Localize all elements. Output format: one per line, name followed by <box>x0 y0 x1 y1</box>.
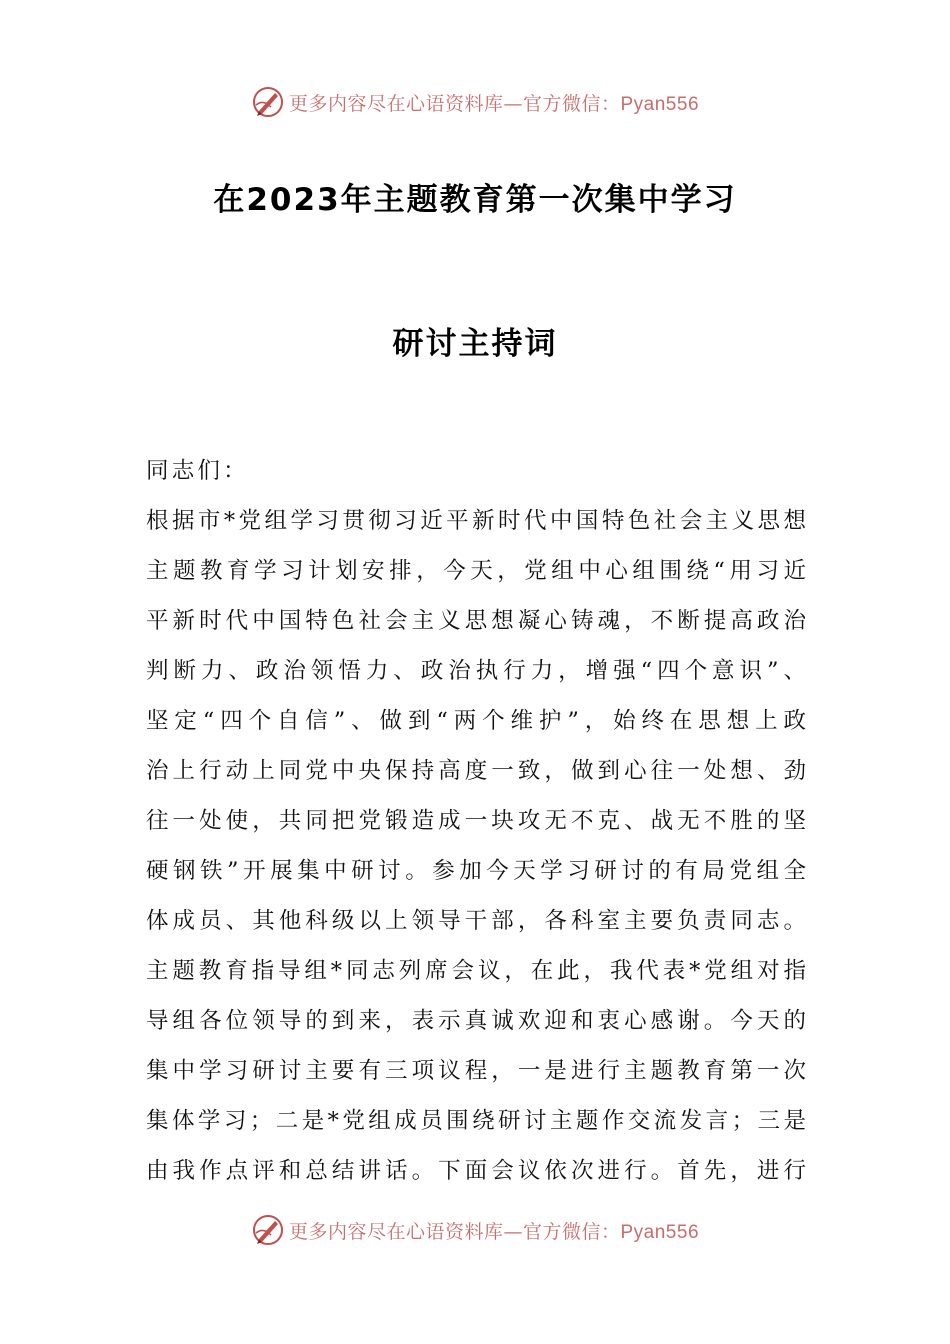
body-line: 主题教育指导组*同志列席会议，在此，我代表*党组对指 <box>146 958 806 984</box>
watermark-text: 更多内容尽在心语资料库—官方微信：Pyan556 <box>288 92 700 115</box>
body-line: 根据市*党组学习贯彻习近平新时代中国特色社会主义思想 <box>146 508 806 534</box>
body-line: 主题教育学习计划安排，今天，党组中心组围绕“用习近 <box>146 558 806 584</box>
body-line: 治上行动上同党中央保持高度一致，做到心往一处想、劲 <box>146 758 806 784</box>
body-line: 集体学习；二是*党组成员围绕研讨主题作交流发言；三是 <box>146 1108 806 1134</box>
header-watermark <box>0 82 950 122</box>
body-line: 硬钢铁”开展集中研讨。参加今天学习研讨的有局党组全 <box>146 858 806 884</box>
body-line: 集中学习研讨主要有三项议程，一是进行主题教育第一次 <box>146 1058 806 1084</box>
salutation: 同志们： <box>146 458 249 484</box>
watermark-text: 更多内容尽在心语资料库—官方微信：Pyan556 <box>288 1220 700 1243</box>
body-line: 平新时代中国特色社会主义思想凝心铸魂，不断提高政治 <box>146 608 806 634</box>
body-line: 往一处使，共同把党锻造成一块攻无不克、战无不胜的坚 <box>146 808 806 834</box>
footer-watermark <box>0 1210 950 1250</box>
body-line: 体成员、其他科级以上领导干部，各科室主要负责同志。 <box>146 908 806 934</box>
document-body <box>146 446 806 1196</box>
body-line: 判断力、政治领悟力、政治执行力，增强“四个意识”、 <box>146 658 806 684</box>
body-line: 坚定“四个自信”、做到“两个维护”，始终在思想上政 <box>146 708 806 734</box>
pen-logo-icon <box>251 1213 285 1247</box>
body-line: 导组各位领导的到来，表示真诚欢迎和衷心感谢。今天的 <box>146 1008 806 1034</box>
pen-logo-icon <box>251 85 285 119</box>
document-title-line-1: 在2023年主题教育第一次集中学习 <box>213 182 737 218</box>
document-title-line-2: 研讨主持词 <box>392 326 558 362</box>
body-line: 由我作点评和总结讲话。下面会议依次进行。首先，进行 <box>146 1158 806 1184</box>
